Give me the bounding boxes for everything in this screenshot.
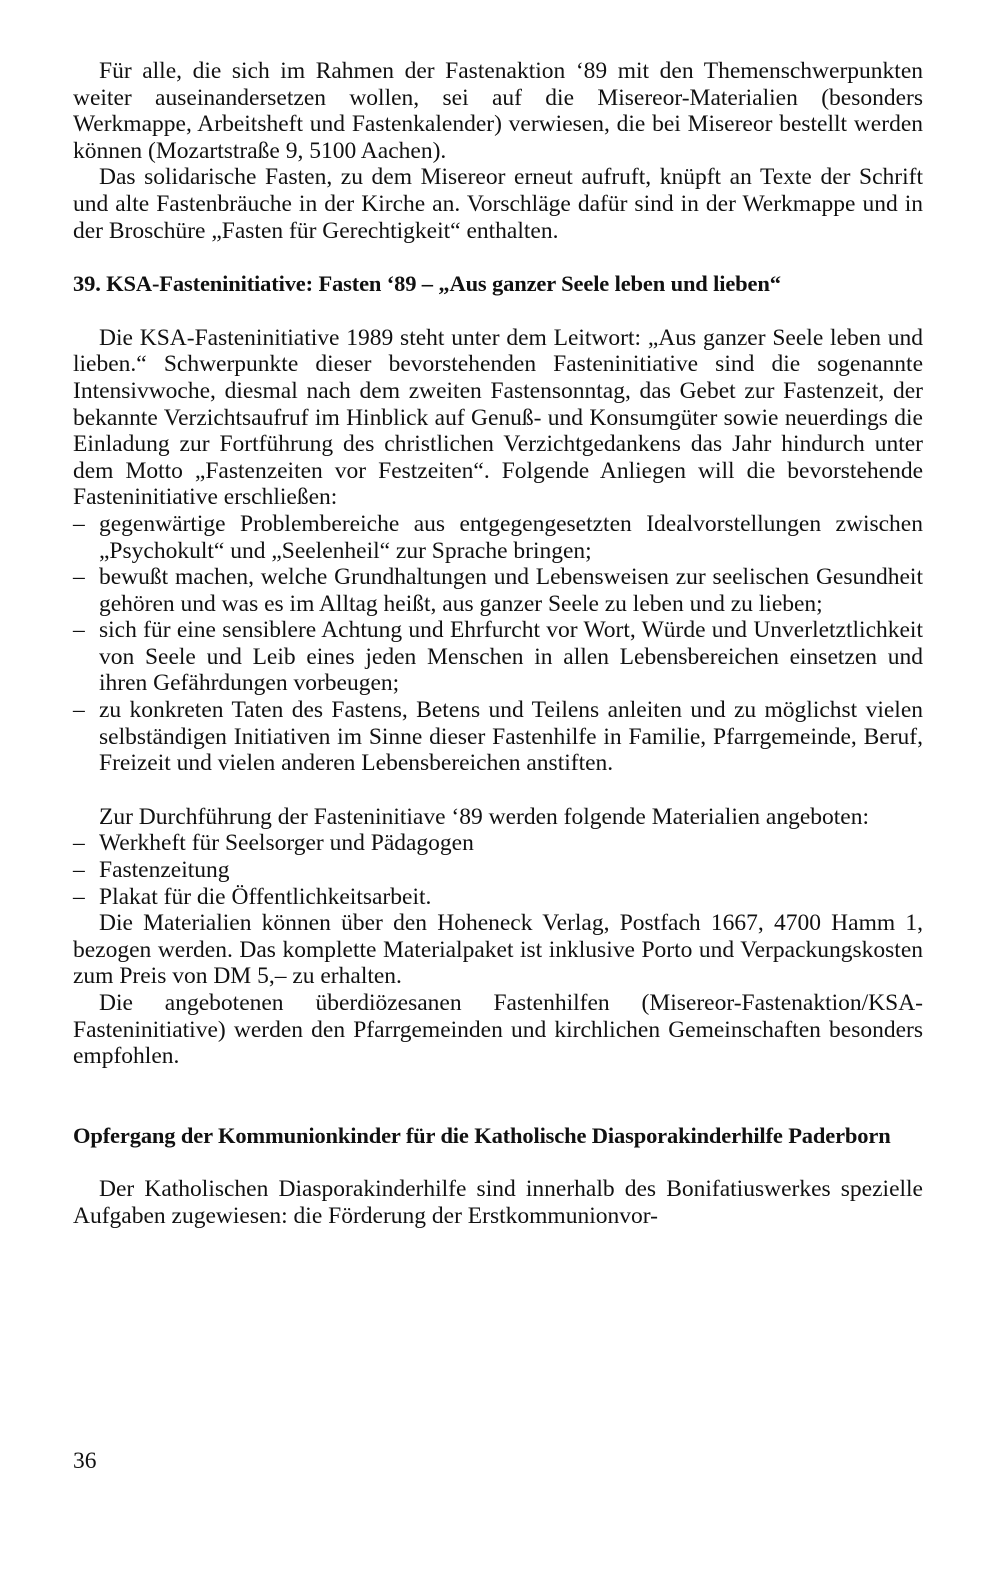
body-paragraph: Die Materialien können über den Hoheneck Verlag, Postfach 1667, 4700 Hamm 1, bezogen werden. Das komplette Materialpaket ist inklusive Porto und Verpackungskosten zum Preis von DM 5,– zu erhalten. xyxy=(73,910,923,990)
dash-marker: – xyxy=(73,617,85,644)
list-item-text: Plakat für die Öffentlichkeitsarbeit. xyxy=(99,883,432,910)
dash-marker: – xyxy=(73,883,85,910)
list-item-text: Werkheft für Seelsorger und Pädagogen xyxy=(99,830,474,857)
dash-marker: – xyxy=(73,510,85,537)
list-item xyxy=(73,884,923,911)
list-item-text: gegenwärtige Problembereiche aus entgegengesetzten Idealvorstellungen zwischen „Psychokult“ und „Seelenheil“ zur Sprache bringen; xyxy=(99,510,923,564)
dash-marker: – xyxy=(73,857,85,884)
list-item-text: sich für eine sensiblere Achtung und Ehrfurcht vor Wort, Würde und Unverletztlichkeit von Seele und Leib eines jeden Menschen in allen Lebensbereichen einsetzen und ihren Gefährdungen vorbeugen; xyxy=(99,617,923,697)
body-paragraph: Die KSA-Fasteninitiative 1989 steht unter dem Leitwort: „Aus ganzer Seele leben und lieben.“ Schwerpunkte dieser bevorstehenden Fasteninitiative sind die sogenannte Intensivwoche, diesmal nach dem zweiten Fastensonntag, das Gebet zur Fastenzeit, der bekannte Verzichtsaufruf im Hinblick auf Genuß- und Konsumgüter sowie neuerdings die Einladung zur Fortführung des christlichen Verzichtgedankens das Jahr hindurch unter dem Motto „Fastenzeiten vor Festzeiten“. Folgende Anliegen will die bevorstehende Fasteninitiative erschließen: xyxy=(73,324,923,511)
list-item xyxy=(73,697,923,777)
list-item xyxy=(73,857,923,884)
list-item-text: Fastenzeitung xyxy=(99,857,230,884)
document-page xyxy=(73,58,923,1230)
intro-paragraph: Für alle, die sich im Rahmen der Fastenaktion ‘89 mit den Themenschwerpunkten weiter auseinandersetzen wollen, sei auf die Misereor-Materialien (besonders Werkmappe, Arbeitsheft und Fastenkalender) verwiesen, die bei Misereor bestellt werden können (Mozartstraße 9, 5100 Aachen). xyxy=(73,58,923,164)
list-item xyxy=(73,617,923,697)
list-item xyxy=(73,511,923,564)
dash-marker: – xyxy=(73,830,85,857)
spacer xyxy=(73,1070,923,1097)
body-paragraph: Die angebotenen überdiözesanen Fastenhilfen (Misereor-Fastenaktion/KSA-Fasteninitiative) werden den Pfarrgemeinden und kirchlichen Gemeinschaften besonders empfohlen. xyxy=(73,990,923,1070)
spacer xyxy=(73,298,923,325)
list-item-text: bewußt machen, welche Grundhaltungen und Lebensweisen zur seelischen Gesundheit gehören und was es im Alltag heißt, aus ganzer Seele zu leben und zu lieben; xyxy=(99,564,923,617)
body-paragraph: Der Katholischen Diasporakinderhilfe sind innerhalb des Bonifatiuswerkes spezielle Aufgaben zugewiesen: die Förderung der Erstkommunionvor- xyxy=(73,1176,923,1229)
spacer xyxy=(73,244,923,271)
list-item xyxy=(73,830,923,857)
list-item-text: zu konkreten Taten des Fastens, Betens und Teilens anleiten und zu möglichst vielen selbständigen Initiativen im Sinne dieser Fastenhilfe in Familie, Pfarrgemeinde, Beruf, Freizeit und vielen anderen Lebensbereichen anstiften. xyxy=(99,697,923,777)
materials-list xyxy=(73,830,923,910)
dash-marker: – xyxy=(73,564,85,591)
spacer xyxy=(73,1149,923,1176)
dash-marker: – xyxy=(73,697,85,724)
section-heading: 39. KSA-Fasteninitiative: Fasten ‘89 – „Aus ganzer Seele leben und lieben“ xyxy=(73,271,781,297)
list-item xyxy=(73,564,923,617)
body-paragraph: Zur Durchführung der Fasteninitiave ‘89 werden folgende Materialien angeboten: xyxy=(99,803,870,830)
intro-paragraph: Das solidarische Fasten, zu dem Misereor erneut aufruft, knüpft an Texte der Schrift und alte Fastenbräuche in der Kirche an. Vorschläge dafür sind in der Werkmappe und in der Broschüre „Fasten für Gerechtigkeit“ enthalten. xyxy=(73,164,923,244)
page-number: 36 xyxy=(73,1448,97,1474)
concerns-list xyxy=(73,511,923,777)
spacer xyxy=(73,1097,923,1123)
section-heading: Opfergang der Kommunionkinder für die Katholische Diasporakinderhilfe Paderborn xyxy=(73,1122,891,1148)
spacer xyxy=(73,777,923,804)
